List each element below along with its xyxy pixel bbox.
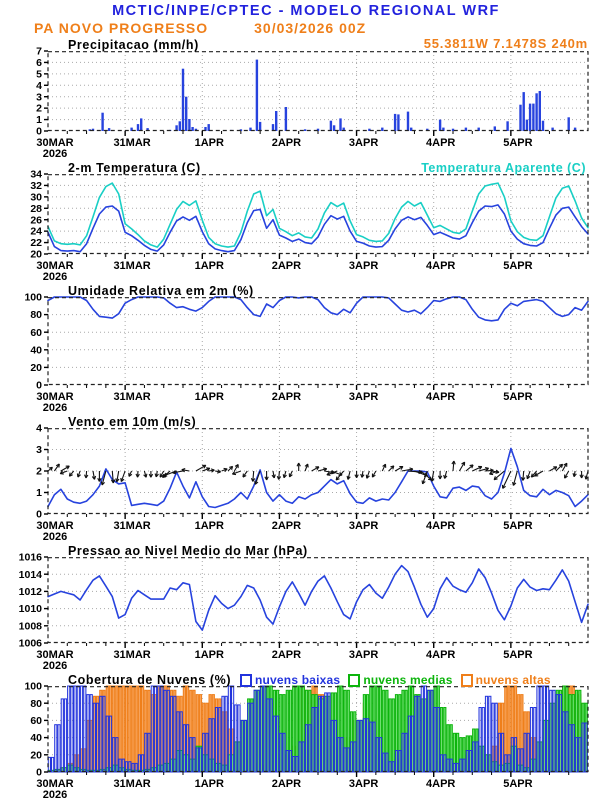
legend-low-clouds: nuvens baixas (240, 673, 340, 687)
svg-text:31MAR: 31MAR (113, 391, 150, 403)
run-datetime: 30/03/2026 00Z (254, 20, 366, 36)
panel-cloud-cover (0, 671, 612, 800)
svg-text:80: 80 (30, 698, 42, 710)
svg-text:31MAR: 31MAR (113, 137, 150, 149)
svg-text:20: 20 (30, 749, 42, 761)
panel-temperature (0, 159, 612, 282)
svg-text:1010: 1010 (19, 603, 43, 615)
svg-text:3APR: 3APR (349, 137, 378, 149)
cloud-cover-chart (0, 686, 612, 800)
panel-wind (0, 413, 612, 542)
svg-text:2: 2 (36, 103, 42, 115)
svg-text:4APR: 4APR (426, 391, 455, 403)
svg-text:4APR: 4APR (426, 260, 455, 272)
svg-text:3APR: 3APR (349, 260, 378, 272)
low-clouds-swatch-icon (240, 674, 252, 687)
svg-text:26: 26 (30, 214, 42, 226)
svg-text:31MAR: 31MAR (113, 778, 150, 790)
svg-text:3: 3 (36, 91, 42, 103)
svg-text:2APR: 2APR (272, 137, 301, 149)
panel-pressure (0, 542, 612, 671)
svg-text:80: 80 (30, 309, 42, 321)
svg-text:1APR: 1APR (195, 778, 224, 790)
svg-text:0: 0 (36, 509, 42, 521)
svg-text:1APR: 1APR (195, 649, 224, 661)
svg-text:60: 60 (30, 715, 42, 727)
svg-text:2026: 2026 (43, 271, 67, 283)
legend-high-clouds: nuvens altas (461, 673, 551, 687)
svg-text:1APR: 1APR (195, 260, 224, 272)
apparent-temperature-legend: Temperatura Aparente (C) (421, 161, 586, 175)
station-name: PA NOVO PROGRESSO (34, 20, 208, 36)
svg-text:22: 22 (30, 237, 42, 249)
svg-text:3APR: 3APR (349, 649, 378, 661)
svg-text:2APR: 2APR (272, 260, 301, 272)
svg-text:5APR: 5APR (503, 520, 532, 532)
precipitation-chart (0, 51, 612, 159)
svg-text:3APR: 3APR (349, 778, 378, 790)
svg-text:1APR: 1APR (195, 391, 224, 403)
svg-text:3APR: 3APR (349, 391, 378, 403)
svg-text:2APR: 2APR (272, 649, 301, 661)
svg-text:31MAR: 31MAR (113, 649, 150, 661)
panel-precipitation (0, 36, 612, 159)
cloud-cover-title: Cobertura de Nuvens (%) (68, 673, 231, 687)
svg-text:30: 30 (30, 192, 42, 204)
svg-text:2026: 2026 (43, 148, 67, 160)
svg-text:4APR: 4APR (426, 778, 455, 790)
high-clouds-swatch-icon (461, 674, 473, 687)
mid-clouds-swatch-icon (348, 674, 360, 687)
humidity-chart (0, 297, 612, 413)
svg-text:0: 0 (36, 126, 42, 138)
svg-text:32: 32 (30, 180, 42, 192)
humidity-title: Umidade Relativa em 2m (%) (68, 284, 254, 298)
panel-humidity (0, 282, 612, 413)
svg-text:31MAR: 31MAR (113, 260, 150, 272)
run-info-row (34, 20, 612, 36)
svg-text:1: 1 (36, 487, 42, 499)
svg-text:1008: 1008 (19, 620, 43, 632)
svg-text:4: 4 (36, 80, 42, 92)
svg-text:2APR: 2APR (272, 391, 301, 403)
svg-text:4APR: 4APR (426, 137, 455, 149)
svg-text:5APR: 5APR (503, 137, 532, 149)
svg-text:24: 24 (30, 226, 42, 238)
svg-text:1014: 1014 (19, 569, 43, 581)
svg-text:40: 40 (30, 344, 42, 356)
svg-text:2APR: 2APR (272, 520, 301, 532)
svg-text:1APR: 1APR (195, 137, 224, 149)
svg-text:40: 40 (30, 732, 42, 744)
svg-text:30MAR: 30MAR (36, 778, 73, 790)
svg-text:5APR: 5APR (503, 649, 532, 661)
svg-text:2026: 2026 (43, 402, 67, 414)
model-title: MCTIC/INPE/CPTEC - MODELO REGIONAL WRF (0, 3, 612, 19)
svg-text:2026: 2026 (43, 660, 67, 672)
pressure-title: Pressao ao Nivel Medio do Mar (hPa) (68, 544, 308, 558)
svg-text:1012: 1012 (19, 586, 43, 598)
svg-text:4APR: 4APR (426, 649, 455, 661)
svg-text:30MAR: 30MAR (36, 391, 73, 403)
svg-text:1APR: 1APR (195, 520, 224, 532)
svg-text:100: 100 (24, 292, 42, 304)
svg-text:34: 34 (30, 169, 42, 181)
svg-text:30MAR: 30MAR (36, 520, 73, 532)
cloud-legend (240, 673, 551, 687)
svg-text:3APR: 3APR (349, 520, 378, 532)
svg-text:100: 100 (24, 681, 42, 693)
svg-text:1006: 1006 (19, 638, 43, 650)
temperature-chart (0, 174, 612, 282)
wind-title: Vento em 10m (m/s) (68, 415, 196, 429)
svg-text:5APR: 5APR (503, 778, 532, 790)
svg-text:2026: 2026 (43, 789, 67, 800)
legend-mid-clouds: nuvens medias (348, 673, 452, 687)
svg-text:20: 20 (30, 362, 42, 374)
svg-text:30MAR: 30MAR (36, 649, 73, 661)
svg-text:1: 1 (36, 114, 42, 126)
wind-chart (0, 428, 612, 542)
svg-text:28: 28 (30, 203, 42, 215)
svg-text:5APR: 5APR (503, 260, 532, 272)
svg-text:2026: 2026 (43, 531, 67, 543)
svg-text:30MAR: 30MAR (36, 260, 73, 272)
svg-text:4APR: 4APR (426, 520, 455, 532)
svg-text:31MAR: 31MAR (113, 520, 150, 532)
meteogram-page (0, 3, 612, 795)
temperature-title: 2-m Temperatura (C) (68, 161, 201, 175)
svg-text:0: 0 (36, 767, 42, 779)
svg-text:7: 7 (36, 46, 42, 58)
svg-text:30MAR: 30MAR (36, 137, 73, 149)
svg-text:4: 4 (36, 423, 42, 435)
svg-text:20: 20 (30, 249, 42, 261)
svg-text:5: 5 (36, 69, 42, 81)
svg-text:2APR: 2APR (272, 778, 301, 790)
pressure-chart (0, 557, 612, 671)
svg-text:5APR: 5APR (503, 391, 532, 403)
svg-text:6: 6 (36, 57, 42, 69)
svg-text:0: 0 (36, 380, 42, 392)
svg-text:2: 2 (36, 466, 42, 478)
svg-text:3: 3 (36, 444, 42, 456)
station-coordinates: 55.3811W 7.1478S 240m (424, 36, 588, 51)
svg-text:60: 60 (30, 327, 42, 339)
precipitation-title: Precipitacao (mm/h) (68, 38, 199, 52)
svg-text:1016: 1016 (19, 552, 43, 564)
